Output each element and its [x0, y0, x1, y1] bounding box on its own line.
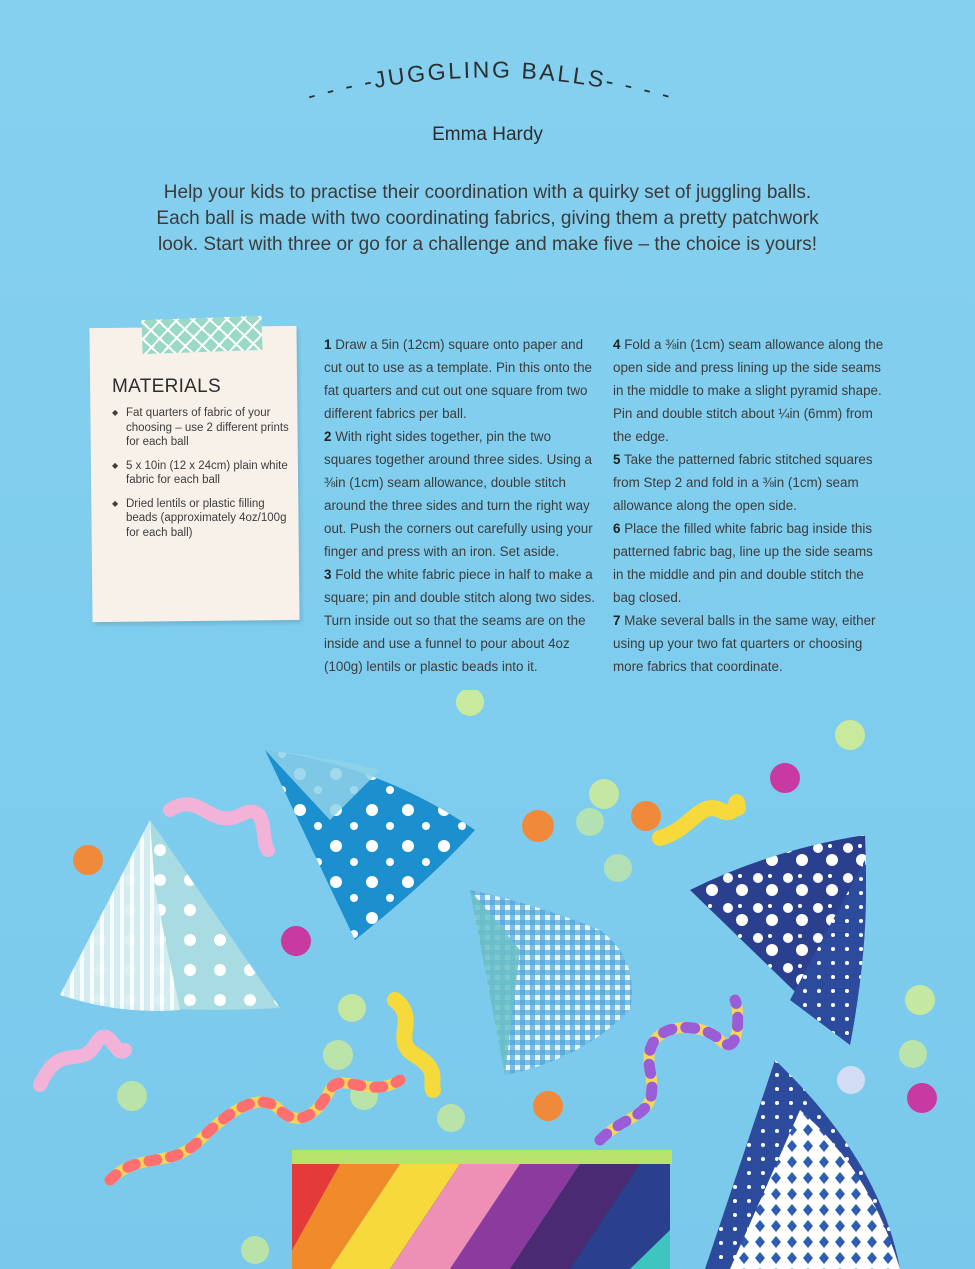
fabric-ball-diamond-print [705, 1060, 900, 1269]
title-arc [290, 55, 690, 125]
materials-item: ◆ Fat quarters of fabric of your choosing – use 2 different prints for each ball [112, 407, 289, 448]
page-title: JUGGLING BALLS [371, 56, 609, 93]
intro-paragraph: Help your kids to practise their coordination with a quirky set of juggling balls. Each ball is made with two coordinating fabrics, giving them a pretty patchwork look. Start with three or go for a challenge and make five – the choice is yours! [156, 182, 819, 255]
diamond-bullet-icon: ◆ [112, 460, 119, 470]
step-5: 5 Take the patterned fabric stitched squares from Step 2 and fold in a ⅜in (1cm) seam allowance along the open side. [613, 452, 873, 513]
step-7: 7 Make several balls in the same way, either using up your two fat quarters or choosing more fabrics that coordinate. [613, 613, 876, 674]
materials-item: ◆ 5 x 10in (12 x 24cm) plain white fabric for each ball [112, 459, 288, 486]
materials-item: ◆ Dried lentils or plastic filling beads (approximately 4oz/100g for each ball) [112, 497, 287, 539]
step-3: 3 Fold the white fabric piece in half to make a square; pin and double stitch along two sides. Turn inside out so that the seams are on the inside and use a funnel to pour about 4oz (100g) lentils or plastic beads into it. [324, 567, 595, 674]
svg-text:- - - -JUGGLING BALLS- - - - [304, 56, 676, 108]
dash-decoration-left: - - - - [304, 67, 377, 109]
dash-decoration-right: - - - - [603, 67, 676, 109]
diamond-bullet-icon: ◆ [112, 408, 119, 417]
steps-column-left [324, 333, 596, 678]
rainbow-gift-box [292, 1150, 672, 1269]
step-6: 6 Place the filled white fabric bag inside this patterned fabric bag, line up the side seams in the middle and pin and double stitch the bag closed. [613, 521, 873, 605]
step-1: 1 Draw a 5in (12cm) square onto paper and cut out to use as a template. Pin this onto the fat quarters and cut out one square from two different fabrics per ball. [324, 337, 592, 421]
author-name: Emma Hardy [432, 124, 543, 145]
materials-list [112, 406, 297, 549]
step-2: 2 With right sides together, pin the two squares together around three sides. Using a ⅜in (1cm) seam allowance, double stitch around the three sides and turn the right way out. Push the corners out carefully using your finger and press with an iron. Set aside. [324, 429, 593, 559]
diamond-bullet-icon: ◆ [112, 498, 119, 508]
washi-tape [141, 316, 262, 354]
step-4: 4 Fold a ⅜in (1cm) seam allowance along the open side and press lining up the side seams in the middle to make a slight pyramid shape. Pin and double stitch about ¼in (6mm) from the edge. [613, 337, 884, 444]
juggling-balls-photo [0, 690, 975, 1269]
fabric-ball-gingham [470, 890, 632, 1075]
steps-column-right [613, 333, 885, 678]
fabric-ball-navy-floral [690, 835, 866, 1045]
fabric-ball-blue-dots [265, 750, 475, 940]
materials-title: MATERIALS [112, 376, 221, 397]
